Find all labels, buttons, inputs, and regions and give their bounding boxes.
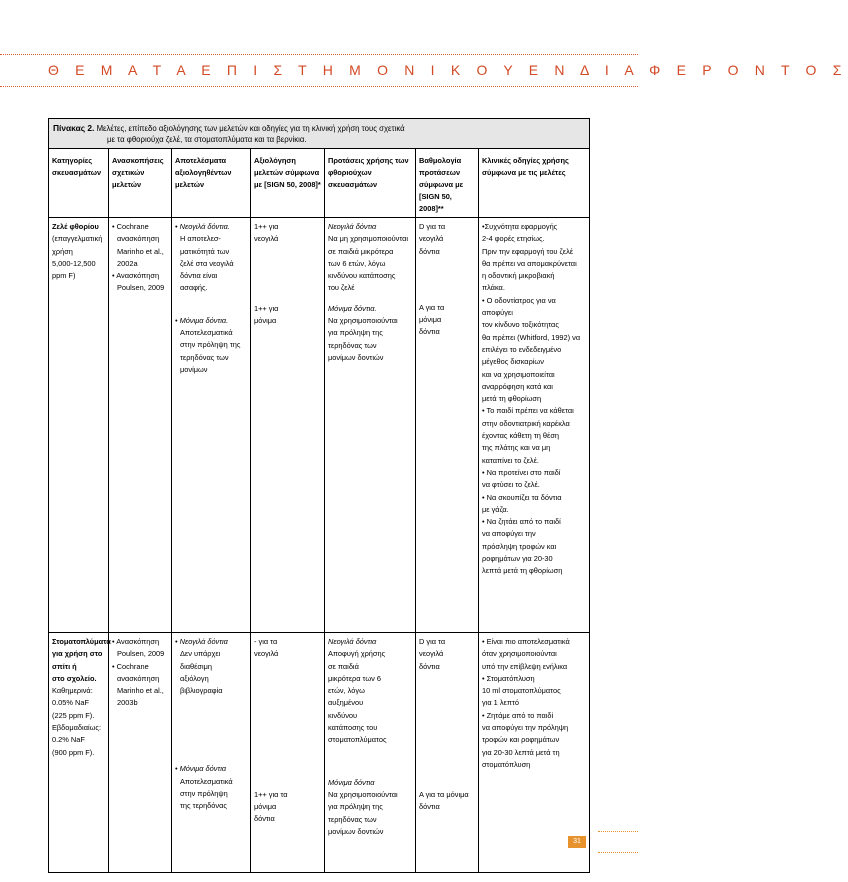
proposal-line: Να χρησιμοποιούνται bbox=[328, 316, 398, 326]
category-title: Στοματοπλύματα bbox=[52, 637, 111, 646]
category-title: σπίτι ή bbox=[52, 661, 77, 671]
eval-line: 1++ για τα bbox=[254, 789, 288, 799]
grade-line: A για τα bbox=[419, 302, 445, 312]
proposal-line: ετών, λόγω bbox=[328, 686, 365, 696]
header-cell: Προτάσεις χρήσης των φθοριούχων σκευασμάτων bbox=[325, 149, 416, 218]
reviews-cell bbox=[109, 633, 172, 873]
result-line: ματικότητά των bbox=[180, 246, 230, 256]
guideline-line: ροφημάτων για 20-30 bbox=[482, 554, 553, 564]
proposal-cell bbox=[325, 633, 416, 873]
evaluation-cell bbox=[251, 218, 325, 633]
review-line: • Cochrane bbox=[112, 661, 149, 671]
header-cell: Ανασκοπήσεις σχετικών μελετών bbox=[109, 149, 172, 218]
eval-line: - για τα bbox=[254, 637, 278, 646]
category-cell bbox=[49, 633, 109, 873]
grade-line: δόντια bbox=[419, 246, 440, 256]
proposal-line: αυξημένου bbox=[328, 698, 364, 708]
result-line: Δεν υπάρχει bbox=[180, 649, 221, 659]
page-number: 31 bbox=[568, 836, 586, 848]
result-line: • Νεογιλά δόντια. bbox=[175, 222, 230, 231]
proposal-line: για πρόληψη της bbox=[328, 802, 383, 812]
result-line: διαθέσιμη bbox=[180, 661, 213, 671]
guideline-line: τον κίνδυνο τοξικότητας bbox=[482, 320, 559, 330]
section-title: Θ Ε Μ Α Τ Α Ε Π Ι Σ Τ Η Μ Ο Ν Ι Κ Ο Υ Ε Ν Δ Ι Α Φ Ε Ρ Ο Ν Τ Ο Σ bbox=[48, 62, 848, 78]
table-row-gel bbox=[49, 218, 590, 633]
review-line: • Cochrane bbox=[112, 222, 149, 231]
guideline-line: • Το παιδί πρέπει να κάθεται bbox=[482, 406, 574, 416]
category-line: Εβδομαδιαίως: bbox=[52, 723, 101, 733]
guideline-line: μέγεθος δισκαρίων bbox=[482, 357, 544, 367]
result-line: της τερηδόνας bbox=[180, 801, 227, 811]
review-line: • Ανασκόπηση bbox=[112, 637, 160, 646]
review-line: Poulsen, 2009 bbox=[117, 283, 165, 293]
grade-line: A για τα μόνιμα bbox=[419, 789, 469, 799]
result-line: Αποτελεσματικά bbox=[180, 776, 233, 786]
grade-line: μόνιμα bbox=[419, 315, 442, 325]
category-line: χρήση bbox=[52, 246, 73, 256]
guideline-line: • Να προτείνει στο παιδί bbox=[482, 467, 561, 477]
proposal-line: των 6 ετών, λόγω bbox=[328, 258, 386, 268]
proposal-line: για πρόληψη της bbox=[328, 328, 383, 338]
eval-line: νεογιλά bbox=[254, 234, 279, 244]
review-line: Poulsen, 2009 bbox=[117, 649, 165, 659]
proposal-line: Να μη χρησιμοποιούνται bbox=[328, 234, 409, 244]
eval-line: 1++ για bbox=[254, 303, 279, 313]
header-cell: Κατηγορίες σκευασμάτων bbox=[49, 149, 109, 218]
guideline-line: να αποφύγει την πρόληψη bbox=[482, 723, 569, 733]
guideline-line: 10 ml στοματοπλύματος bbox=[482, 686, 561, 696]
guideline-line: να φτύσει το ζελέ. bbox=[482, 480, 540, 490]
proposal-line: στοματοπλύματος bbox=[328, 735, 387, 745]
guideline-line: με γάζα. bbox=[482, 504, 509, 514]
header-bottom-rule bbox=[0, 86, 638, 87]
proposal-line: μονίμων δοντιών bbox=[328, 352, 384, 362]
header-cell: Αποτελέσματα αξιολογηθέντων μελετών bbox=[172, 149, 251, 218]
evidence-table bbox=[48, 118, 590, 873]
proposal-line: σε παιδιά μικρότερα bbox=[328, 246, 394, 256]
header-cell: Βαθμολογία προτάσεων σύμφωνα με [SIGN 50, 2008]** bbox=[416, 149, 479, 218]
table-row-mouthwash bbox=[49, 633, 590, 873]
guideline-line: • Είναι πιο αποτελεσματικά bbox=[482, 637, 570, 646]
proposal-line: κινδύνου κατάποσης bbox=[328, 271, 396, 281]
result-line: Η αποτελεσ- bbox=[180, 234, 221, 244]
category-line: ppm F) bbox=[52, 271, 76, 281]
caption-text-2: με τα φθοριούχα ζελέ, τα στοματοπλύματα και τα βερνίκια. bbox=[107, 135, 307, 144]
proposal-line: Αποφυγή χρήσης bbox=[328, 649, 386, 659]
guideline-line: έχοντας κάθετη τη θέση bbox=[482, 431, 560, 441]
guideline-line: καταπίνει το ζελέ. bbox=[482, 455, 539, 465]
guideline-line: 2-4 φορές ετησίως. bbox=[482, 234, 545, 244]
review-line: 2003b bbox=[117, 698, 138, 708]
category-title: Ζελέ φθορίου bbox=[52, 222, 99, 231]
guideline-line: στοματόπλυση bbox=[482, 759, 531, 769]
category-title: για χρήση στο bbox=[52, 649, 103, 659]
guideline-line: • Ζητάμε από το παιδί bbox=[482, 710, 554, 720]
guideline-line: να αποφύγει την bbox=[482, 529, 536, 539]
review-line: Marinho et al., bbox=[117, 686, 164, 696]
proposal-line: τερηδόνας των bbox=[328, 340, 377, 350]
category-line: (225 ppm F). bbox=[52, 710, 95, 720]
review-line: ανασκόπηση bbox=[117, 234, 160, 244]
results-cell bbox=[172, 218, 251, 633]
footer-rule bbox=[598, 831, 638, 832]
header-cell: Κλινικές οδηγίες χρήσης σύμφωνα με τις μελέτες bbox=[479, 149, 590, 218]
category-line: 0.2% NaF bbox=[52, 735, 85, 745]
category-line: Καθημερινά: bbox=[52, 686, 93, 696]
guideline-line: • Στοματόπλυση bbox=[482, 673, 535, 683]
review-line: Marinho et al., bbox=[117, 246, 164, 256]
grade-line: δόντια bbox=[419, 661, 440, 671]
grade-line: D για τα bbox=[419, 637, 446, 646]
evidence-table-container bbox=[48, 118, 589, 873]
proposal-line: Να χρησιμοποιούνται bbox=[328, 789, 398, 799]
grade-line: D για τα bbox=[419, 222, 446, 231]
guideline-line: θα πρέπει (Whitford, 1992) να bbox=[482, 332, 581, 342]
proposal-title: Μόνιμα δόντια. bbox=[328, 303, 377, 313]
grade-cell bbox=[416, 218, 479, 633]
guideline-line: όταν χρησιμοποιούνται bbox=[482, 649, 557, 659]
category-line: 0.05% NaF bbox=[52, 698, 89, 708]
evaluation-cell bbox=[251, 633, 325, 873]
grade-cell bbox=[416, 633, 479, 873]
guideline-line: πρόσληψη τροφών και bbox=[482, 541, 557, 551]
guideline-line: η οδοντική μικροβιακή bbox=[482, 271, 555, 281]
guideline-line: επιλέγει το ενδεδειγμένο bbox=[482, 344, 562, 354]
guideline-line: για 1 λεπτό bbox=[482, 698, 519, 708]
guideline-line: λεπτά μετά τη φθορίωση bbox=[482, 566, 563, 576]
result-line: στην πρόληψη bbox=[180, 789, 228, 799]
grade-line: νεογιλά bbox=[419, 649, 444, 659]
proposal-line: κατάποσης του bbox=[328, 723, 378, 733]
review-line: 2002a bbox=[117, 258, 138, 268]
guideline-line: αναρρόφηση κατά και bbox=[482, 381, 553, 391]
proposal-line: κινδύνου bbox=[328, 710, 358, 720]
result-line: Αποτελεσματικά bbox=[180, 328, 233, 338]
guideline-line: •Συχνότητα εφαρμογής bbox=[482, 222, 558, 231]
eval-line: δόντια bbox=[254, 814, 275, 824]
proposal-line: του ζελέ bbox=[328, 283, 355, 293]
caption-label: Πίνακας 2. bbox=[53, 123, 95, 133]
guidelines-cell bbox=[479, 218, 590, 633]
review-line: • Ανασκόπηση bbox=[112, 271, 160, 281]
proposal-cell bbox=[325, 218, 416, 633]
proposal-title: Νεογιλά δόντια bbox=[328, 637, 377, 646]
eval-line: μόνιμα bbox=[254, 801, 277, 811]
result-line: μονίμων bbox=[180, 364, 208, 374]
guideline-line: θα πρέπει να απομακρύνεται bbox=[482, 258, 577, 268]
result-line: ζελέ στα νεογιλά bbox=[180, 258, 234, 268]
header-top-rule bbox=[0, 54, 638, 55]
grade-line: δόντια bbox=[419, 327, 440, 337]
header-row bbox=[49, 149, 590, 218]
category-title: στο σχολείο. bbox=[52, 673, 97, 683]
grade-line: νεογιλά bbox=[419, 234, 444, 244]
category-line: (900 ppm F). bbox=[52, 747, 95, 757]
guideline-line: Πριν την εφαρμογή του ζελέ bbox=[482, 246, 574, 256]
grade-line: δόντια bbox=[419, 802, 440, 812]
result-line: τερηδόνας των bbox=[180, 352, 229, 362]
proposal-title: Μόνιμα δόντια bbox=[328, 777, 375, 787]
category-cell bbox=[49, 218, 109, 633]
guideline-line: και να χρησιμοποιείται bbox=[482, 369, 555, 379]
guideline-line: • Να σκουπίζει τα δόντια bbox=[482, 492, 562, 502]
eval-line: μόνιμα bbox=[254, 315, 277, 325]
proposal-line: μονίμων δοντιών bbox=[328, 826, 384, 836]
guideline-line: πλάκα. bbox=[482, 283, 505, 293]
proposal-line: σε παιδιά bbox=[328, 661, 359, 671]
proposal-line: τερηδόνας των bbox=[328, 814, 377, 824]
proposal-line: μικρότερα των 6 bbox=[328, 673, 381, 683]
guideline-line: • Να ζητάει από το παιδί bbox=[482, 517, 561, 527]
result-line: στην πρόληψη της bbox=[180, 340, 241, 350]
results-cell bbox=[172, 633, 251, 873]
header-cell: Αξιολόγηση μελετών σύμφωνα με [SIGN 50, 2008]* bbox=[251, 149, 325, 218]
result-line: αξιόλογη bbox=[180, 673, 209, 683]
result-line: δόντια είναι ασαφής. bbox=[180, 271, 218, 293]
guideline-line: της πλάτης και να μη bbox=[482, 443, 551, 453]
caption-text: Μελέτες, επίπεδο αξιολόγησης των μελετών και οδηγίες για τη κλινική χρήση τους σχετικά bbox=[96, 124, 405, 133]
review-line: ανασκόπηση bbox=[117, 673, 160, 683]
proposal-title: Νεογιλά δόντια bbox=[328, 222, 377, 231]
eval-line: νεογιλά bbox=[254, 649, 279, 659]
guideline-line: μετά τη φθορίωση bbox=[482, 394, 542, 404]
guideline-line: τροφών και ροφημάτων bbox=[482, 735, 560, 745]
guideline-line: υπό την επίβλεψη ενήλικα bbox=[482, 661, 568, 671]
eval-line: 1++ για bbox=[254, 222, 279, 231]
result-line: • Μόνιμα δόντια. bbox=[175, 315, 229, 325]
result-line: • Νεογιλά δόντια bbox=[175, 637, 228, 646]
result-line: • Μόνιμα δόντια bbox=[175, 764, 227, 774]
category-line: (επαγγελματική bbox=[52, 234, 103, 244]
footer-rule bbox=[598, 852, 638, 853]
result-line: βιβλιογραφία bbox=[180, 686, 223, 696]
table-caption bbox=[49, 119, 590, 149]
guideline-line: στην οδοντιατρική καρέκλα bbox=[482, 418, 570, 428]
reviews-cell bbox=[109, 218, 172, 633]
guideline-line: για 20-30 λεπτά μετά τη bbox=[482, 747, 560, 757]
guideline-line: • Ο οδοντίατρος για να αποφύγει bbox=[482, 295, 556, 318]
category-line: 5,000-12,500 bbox=[52, 258, 96, 268]
